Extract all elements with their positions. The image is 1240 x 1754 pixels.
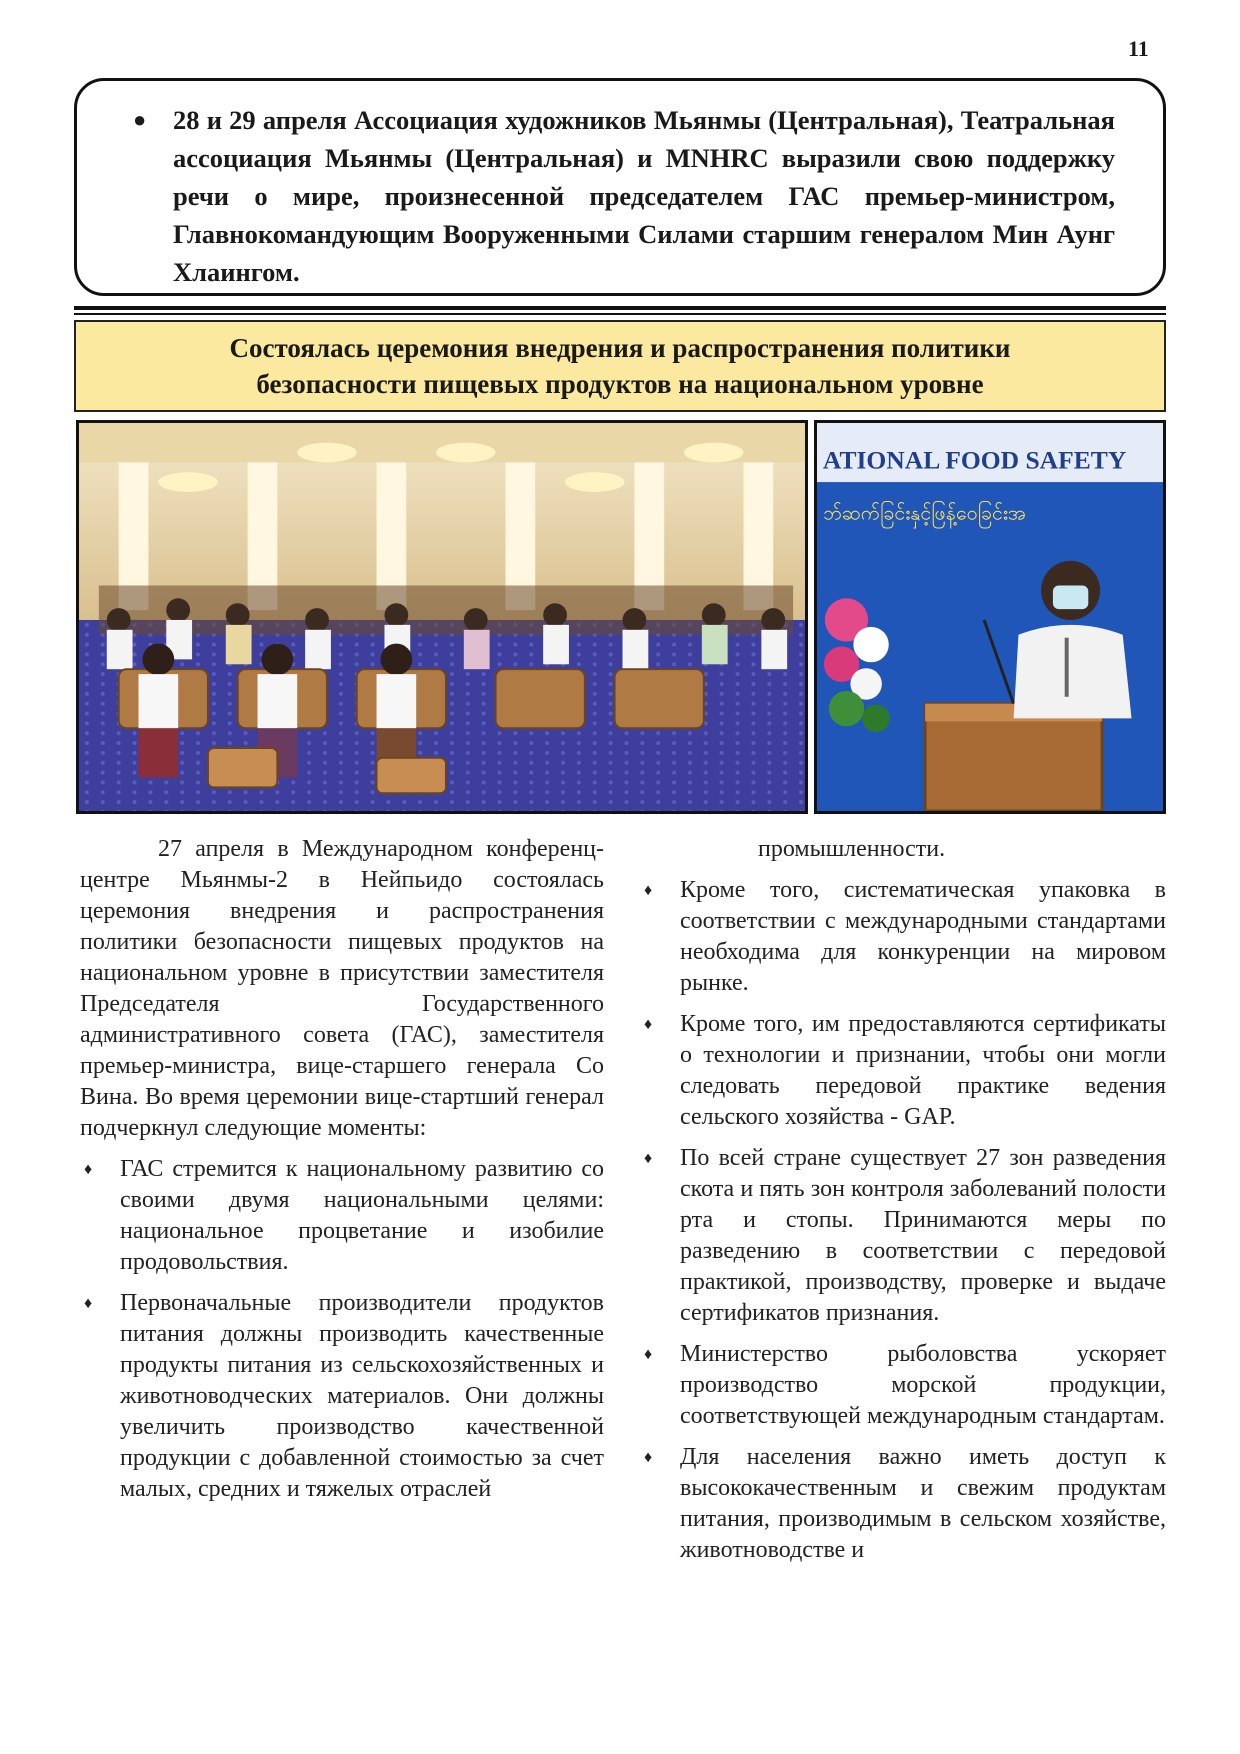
article-headline bbox=[74, 320, 1166, 412]
divider-thick bbox=[74, 306, 1166, 310]
list-item bbox=[640, 1143, 1166, 1329]
list-item-text: Для населения важно иметь доступ к высококачественным и свежим продуктам питания, производимым в сельском хозяйстве, животноводстве и bbox=[680, 1444, 1166, 1563]
photo-conference-hall bbox=[76, 420, 808, 814]
diamond-bullet-icon: ♦ bbox=[644, 1346, 653, 1363]
right-bullet-list bbox=[640, 875, 1166, 1566]
announcement-text: 28 и 29 апреля Ассоциация художников Мьянмы (Центральная), Театральная ассоциация Мьянмы (Центральная) и MNHRC выразили свою поддержку речи о мире, произнесенной председателем ГАС премьер-министром, Главнокомандующим Вооруженными Силами старшим генералом Мин Аунг Хлаингом. bbox=[173, 105, 1115, 287]
article-column-left bbox=[80, 834, 604, 1505]
list-item-text: ГАС стремится к национальному развитию со своими двумя национальными целями: национальное процветание и изобилие продовольствия. bbox=[120, 1156, 604, 1275]
headline-line-1: Состоялась церемония внедрения и распространения политики bbox=[229, 333, 1011, 363]
list-item-text: По всей стране существует 27 зон разведения скота и пять зон контроля заболеваний полости рта и стопы. Принимаются меры по разведению в соответствии с передовой практикой, производству, проверке и выдаче сертификатов признания. bbox=[680, 1145, 1166, 1326]
diamond-bullet-icon: ♦ bbox=[644, 1449, 653, 1466]
divider-thin bbox=[74, 313, 1166, 315]
list-item-text: Первоначальные производители продуктов питания должны производить качественные продукты питания из сельскохозяйственных и животноводческих материалов. Они должны увеличить производство качественной продукции с добавленной стоимостью за счет малых, средних и тяжелых отраслей bbox=[120, 1290, 604, 1502]
diamond-bullet-icon: ♦ bbox=[644, 1150, 653, 1167]
bullet-dot-icon: ● bbox=[133, 107, 147, 132]
banner-english-text: ATIONAL FOOD SAFETY bbox=[822, 445, 1127, 475]
diamond-bullet-icon: ♦ bbox=[84, 1295, 93, 1312]
list-item bbox=[640, 1442, 1166, 1566]
banner-burmese-text: ဘ်ဆက်ခြင်းနှင့်ဖြန့်ဝေခြင်းအ bbox=[822, 501, 1026, 525]
announcement-box bbox=[74, 78, 1166, 296]
continued-text: промышленности. bbox=[758, 836, 946, 862]
diamond-bullet-icon: ♦ bbox=[644, 882, 653, 899]
list-item bbox=[640, 1009, 1166, 1133]
announcement-list bbox=[133, 101, 1115, 291]
diamond-bullet-icon: ♦ bbox=[644, 1016, 653, 1033]
left-bullet-list bbox=[80, 1154, 604, 1505]
list-item-text: Кроме того, систематическая упаковка в соответствии с международными стандартами необходима для конкуренции на мировом рынке. bbox=[680, 877, 1166, 996]
page-number: 11 bbox=[1128, 36, 1149, 61]
speaker-illustration bbox=[817, 423, 1163, 811]
list-item bbox=[80, 1154, 604, 1278]
conference-hall-illustration bbox=[79, 423, 805, 811]
article-intro-paragraph: 27 апреля в Международном конференц-центре Мьянмы-2 в Нейпьидо состоялась церемония внедрения и распространения политики безопасности пищевых продуктов на национальном уровне в присутствии заместителя Председателя Государственного административного совета (ГАС), заместителя премьер-министра, вице-старшего генерала Со Вина. Во время церемонии вице-стартший генерал подчеркнул следующие моменты: bbox=[80, 836, 604, 1141]
list-item bbox=[640, 1339, 1166, 1432]
list-item bbox=[80, 1288, 604, 1505]
photo-speaker-podium bbox=[814, 420, 1166, 814]
list-item-text: Министерство рыболовства ускоряет производство морской продукции, соответствующей международным стандартам. bbox=[680, 1341, 1166, 1429]
list-item bbox=[640, 875, 1166, 999]
announcement-item bbox=[133, 101, 1115, 291]
diamond-bullet-icon: ♦ bbox=[84, 1161, 93, 1178]
headline-line-2: безопасности пищевых продуктов на национальном уровне bbox=[256, 369, 984, 399]
article-column-right bbox=[640, 834, 1166, 1566]
list-item-text: Кроме того, им предоставляются сертификаты о технологии и признании, чтобы они могли следовать передовой практике ведения сельского хозяйства - GAP. bbox=[680, 1011, 1166, 1130]
